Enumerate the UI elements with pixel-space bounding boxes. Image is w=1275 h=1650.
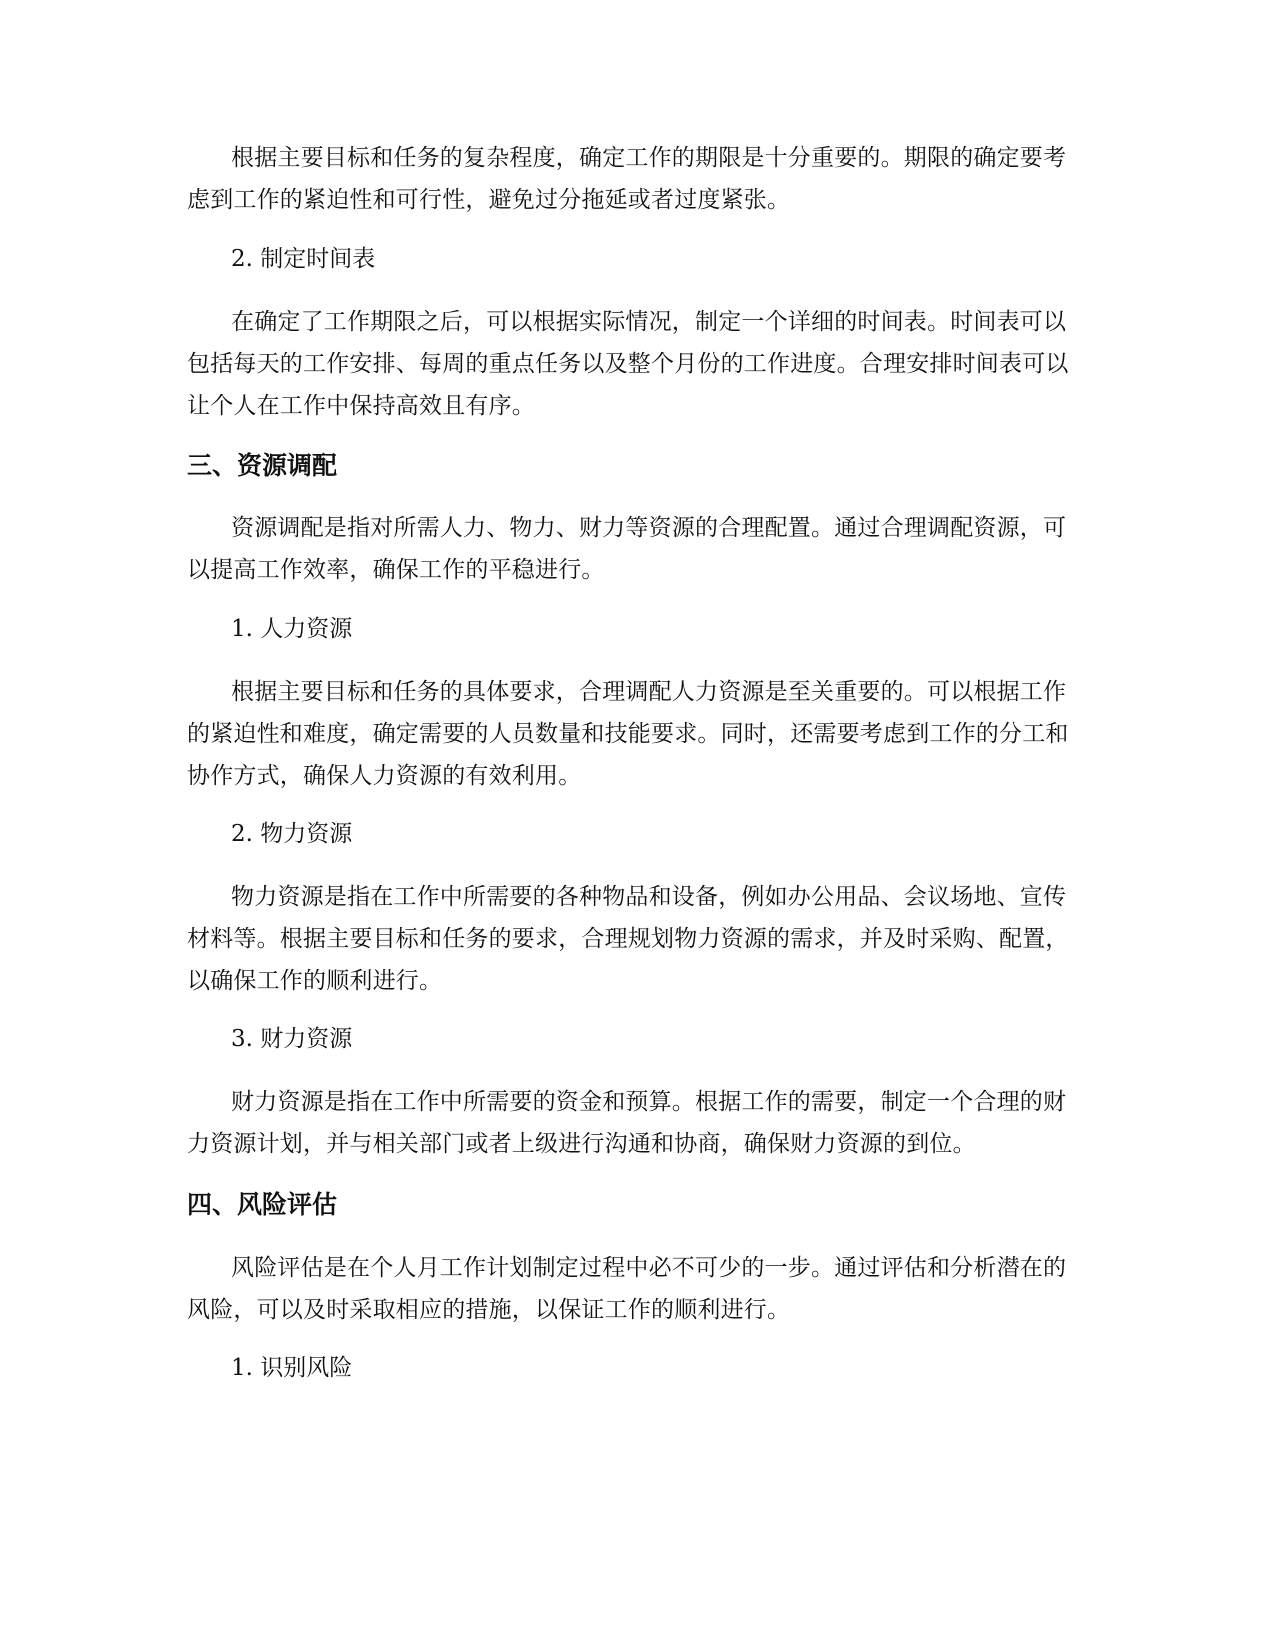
paragraph-financial-resources: 财力资源是指在工作中所需要的资金和预算。根据工作的需要，制定一个合理的财力资源计划，并与相关部门或者上级进行沟通和协商，确保财力资源的到位。 <box>187 1089 1067 1157</box>
section-heading-risk: 四、风险评估 <box>187 1190 338 1219</box>
list-item-material-resources: 2. 物力资源 <box>231 821 353 847</box>
paragraph-resources-intro: 资源调配是指对所需人力、物力、财力等资源的合理配置。通过合理调配资源，可以提高工作效率，确保工作的平稳进行。 <box>187 515 1067 583</box>
paragraph-risk-intro: 风险评估是在个人月工作计划制定过程中必不可少的一步。通过评估和分析潜在的风险，可以及时采取相应的措施，以保证工作的顺利进行。 <box>187 1255 1067 1323</box>
paragraph-deadline: 根据主要目标和任务的复杂程度，确定工作的期限是十分重要的。期限的确定要考虑到工作的紧迫性和可行性，避免过分拖延或者过度紧张。 <box>187 145 1067 213</box>
section-heading-resources: 三、资源调配 <box>187 451 338 480</box>
paragraph-material-resources: 物力资源是指在工作中所需要的各种物品和设备，例如办公用品、会议场地、宣传材料等。根据主要目标和任务的要求，合理规划物力资源的需求，并及时采购、配置，以确保工作的顺利进行。 <box>187 884 1069 994</box>
paragraph-human-resources: 根据主要目标和任务的具体要求，合理调配人力资源是至关重要的。可以根据工作的紧迫性和难度，确定需要的人员数量和技能要求。同时，还需要考虑到工作的分工和协作方式，确保人力资源的有效利用。 <box>187 679 1069 789</box>
list-item-financial-resources: 3. 财力资源 <box>231 1026 353 1052</box>
list-item-identify-risk: 1. 识别风险 <box>231 1355 353 1381</box>
paragraph-schedule: 在确定了工作期限之后，可以根据实际情况，制定一个详细的时间表。时间表可以包括每天的工作安排、每周的重点任务以及整个月份的工作进度。合理安排时间表可以让个人在工作中保持高效且有序。 <box>187 309 1069 419</box>
list-item-human-resources: 1. 人力资源 <box>231 616 353 642</box>
list-item-schedule: 2. 制定时间表 <box>231 246 376 272</box>
